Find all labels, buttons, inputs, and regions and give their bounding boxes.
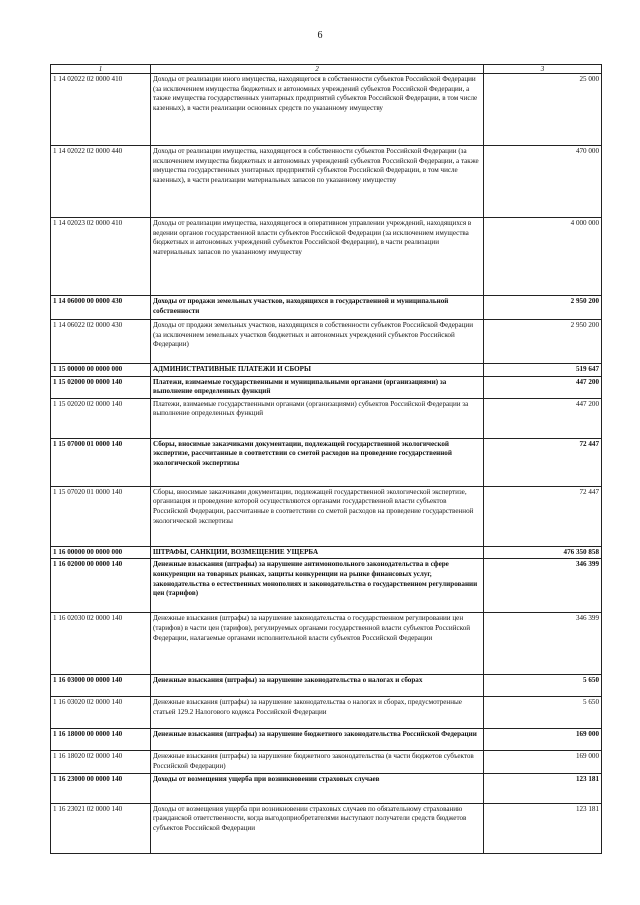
table-row <box>51 376 602 398</box>
row-name: Доходы от возмещения ущерба при возникновении страховых случаев <box>151 773 484 803</box>
row-amount: 25 000 <box>484 74 602 146</box>
column-header-code: 1 <box>51 65 151 74</box>
table-row <box>51 320 602 364</box>
table-row <box>51 559 602 613</box>
row-code: 1 16 03020 02 0000 140 <box>51 697 151 729</box>
row-code: 1 16 02030 02 0000 140 <box>51 613 151 675</box>
budget-revenue-table <box>50 64 602 854</box>
row-amount: 2 950 200 <box>484 296 602 320</box>
row-name: Платежи, взимаемые государственными органами (организациями) субъектов Российской Федерации за выполнение определенных функций <box>151 398 484 438</box>
row-amount: 72 447 <box>484 438 602 486</box>
table-row <box>51 364 602 377</box>
row-name: Денежные взыскания (штрафы) за нарушение законодательства о государственном регулировании цен (тарифов) в части цен (тарифов), регулируемых органами государственной власти субъектов Российской Федерации, налагаемые органами исполнительной власти субъектов Российской Федерации <box>151 613 484 675</box>
table-row <box>51 486 602 546</box>
row-amount: 447 200 <box>484 376 602 398</box>
table-row <box>51 773 602 803</box>
column-header-amount: 3 <box>484 65 602 74</box>
row-amount: 169 000 <box>484 751 602 773</box>
row-amount: 72 447 <box>484 486 602 546</box>
row-code: 1 15 00000 00 0000 000 <box>51 364 151 377</box>
row-amount: 2 950 200 <box>484 320 602 364</box>
row-amount: 4 000 000 <box>484 218 602 296</box>
table-row <box>51 146 602 218</box>
row-code: 1 16 02000 00 0000 140 <box>51 559 151 613</box>
table-row <box>51 697 602 729</box>
row-code: 1 14 02022 02 0000 410 <box>51 74 151 146</box>
row-name: Денежные взыскания (штрафы) за нарушение бюджетного законодательства (в части бюджетов субъектов Российской Федерации) <box>151 751 484 773</box>
row-code: 1 16 00000 00 0000 000 <box>51 546 151 559</box>
row-name: Денежные взыскания (штрафы) за нарушение законодательства о налогах и сборах, предусмотренные статьей 129.2 Налогового кодекса Российской Федерации <box>151 697 484 729</box>
row-name: Доходы от продажи земельных участков, находящихся в государственной и муниципальной собственности <box>151 296 484 320</box>
row-code: 1 14 02023 02 0000 410 <box>51 218 151 296</box>
table-row <box>51 438 602 486</box>
row-name: Платежи, взимаемые государственными и муниципальными органами (организациями) за выполнение определенных функций <box>151 376 484 398</box>
row-name: Доходы от продажи земельных участков, находящихся в собственности субъектов Российской Федерации (за исключением земельных участков бюджетных и автономных учреждений субъектов Российской Федерации) <box>151 320 484 364</box>
row-code: 1 14 06000 00 0000 430 <box>51 296 151 320</box>
row-amount: 123 181 <box>484 773 602 803</box>
table-row <box>51 74 602 146</box>
table-row <box>51 803 602 853</box>
row-code: 1 14 06022 02 0000 430 <box>51 320 151 364</box>
row-name: Доходы от возмещения ущерба при возникновении страховых случаев по обязательному страхованию гражданской ответственности, когда выгодоприобретателями выступают получатели средств бюджетов субъектов Российской Федерации <box>151 803 484 853</box>
row-name: Сборы, вносимые заказчиками документации, подлежащей государственной экологической экспертизе, организация и проведение которой осуществляются органами государственной власти субъектов Российской Федерации, рассчитанные в соответствии со сметой расходов на проведение государственной экологической экспертизы <box>151 486 484 546</box>
row-amount: 346 399 <box>484 613 602 675</box>
row-amount: 447 200 <box>484 398 602 438</box>
row-amount: 5 650 <box>484 697 602 729</box>
row-code: 1 15 02000 00 0000 140 <box>51 376 151 398</box>
table-row <box>51 546 602 559</box>
row-amount: 5 650 <box>484 675 602 697</box>
row-code: 1 15 02020 02 0000 140 <box>51 398 151 438</box>
table-row <box>51 398 602 438</box>
table-row <box>51 675 602 697</box>
row-amount: 169 000 <box>484 729 602 751</box>
page-number: 6 <box>317 30 323 41</box>
row-code: 1 16 23000 00 0000 140 <box>51 773 151 803</box>
table-row <box>51 751 602 773</box>
row-name: Денежные взыскания (штрафы) за нарушение антимонопольного законодательства в сфере конкуренции на товарных рынках, защиты конкуренции на рынке финансовых услуг, законодательства о естественных монополиях и законодательства о государственном регулировании цен (тарифов) <box>151 559 484 613</box>
row-code: 1 14 02022 02 0000 440 <box>51 146 151 218</box>
table-row <box>51 296 602 320</box>
row-amount: 519 647 <box>484 364 602 377</box>
row-name: Доходы от реализации иного имущества, находящегося в собственности субъектов Российской Федерации (за исключением имущества бюджетных и автономных учреждений субъектов Российской Федерации, а также имущества государственных унитарных предприятий субъектов Российской Федерации, в том числе казенных), в части реализации основных средств по указанному имуществу <box>151 74 484 146</box>
row-code: 1 15 07020 01 0000 140 <box>51 486 151 546</box>
column-header-name: 2 <box>151 65 484 74</box>
row-name: Денежные взыскания (штрафы) за нарушение законодательства о налогах и сборах <box>151 675 484 697</box>
row-amount: 476 350 858 <box>484 546 602 559</box>
row-code: 1 16 18020 02 0000 140 <box>51 751 151 773</box>
table-header-row <box>51 65 602 74</box>
row-name: Денежные взыскания (штрафы) за нарушение бюджетного законодательства Российской Федерации <box>151 729 484 751</box>
row-name: Сборы, вносимые заказчиками документации, подлежащей государственной экологической экспертизе, рассчитанные в соответствии со сметой расходов на проведение государственной экологической экспертизы <box>151 438 484 486</box>
row-name: ШТРАФЫ, САНКЦИИ, ВОЗМЕЩЕНИЕ УЩЕРБА <box>151 546 484 559</box>
row-amount: 123 181 <box>484 803 602 853</box>
row-name: Доходы от реализации имущества, находящегося в оперативном управлении учреждений, находящихся в ведении органов государственной власти субъектов Российской Федерации (за исключением имущества бюджетных и автономных учреждений субъектов Российской Федерации), в части реализации материальных запасов по указанному имуществу <box>151 218 484 296</box>
row-code: 1 15 07000 01 0000 140 <box>51 438 151 486</box>
row-code: 1 16 03000 00 0000 140 <box>51 675 151 697</box>
table-row <box>51 613 602 675</box>
row-amount: 346 399 <box>484 559 602 613</box>
table-row <box>51 218 602 296</box>
row-code: 1 16 23021 02 0000 140 <box>51 803 151 853</box>
row-amount: 470 000 <box>484 146 602 218</box>
row-name: Доходы от реализации имущества, находящегося в собственности субъектов Российской Федерации (за исключением имущества бюджетных и автономных учреждений субъектов Российской Федерации, а также имущества государственных унитарных предприятий субъектов Российской Федерации, в том числе казенных), в части реализации материальных запасов по указанному имуществу <box>151 146 484 218</box>
row-name: АДМИНИСТРАТИВНЫЕ ПЛАТЕЖИ И СБОРЫ <box>151 364 484 377</box>
row-code: 1 16 18000 00 0000 140 <box>51 729 151 751</box>
table-row <box>51 729 602 751</box>
